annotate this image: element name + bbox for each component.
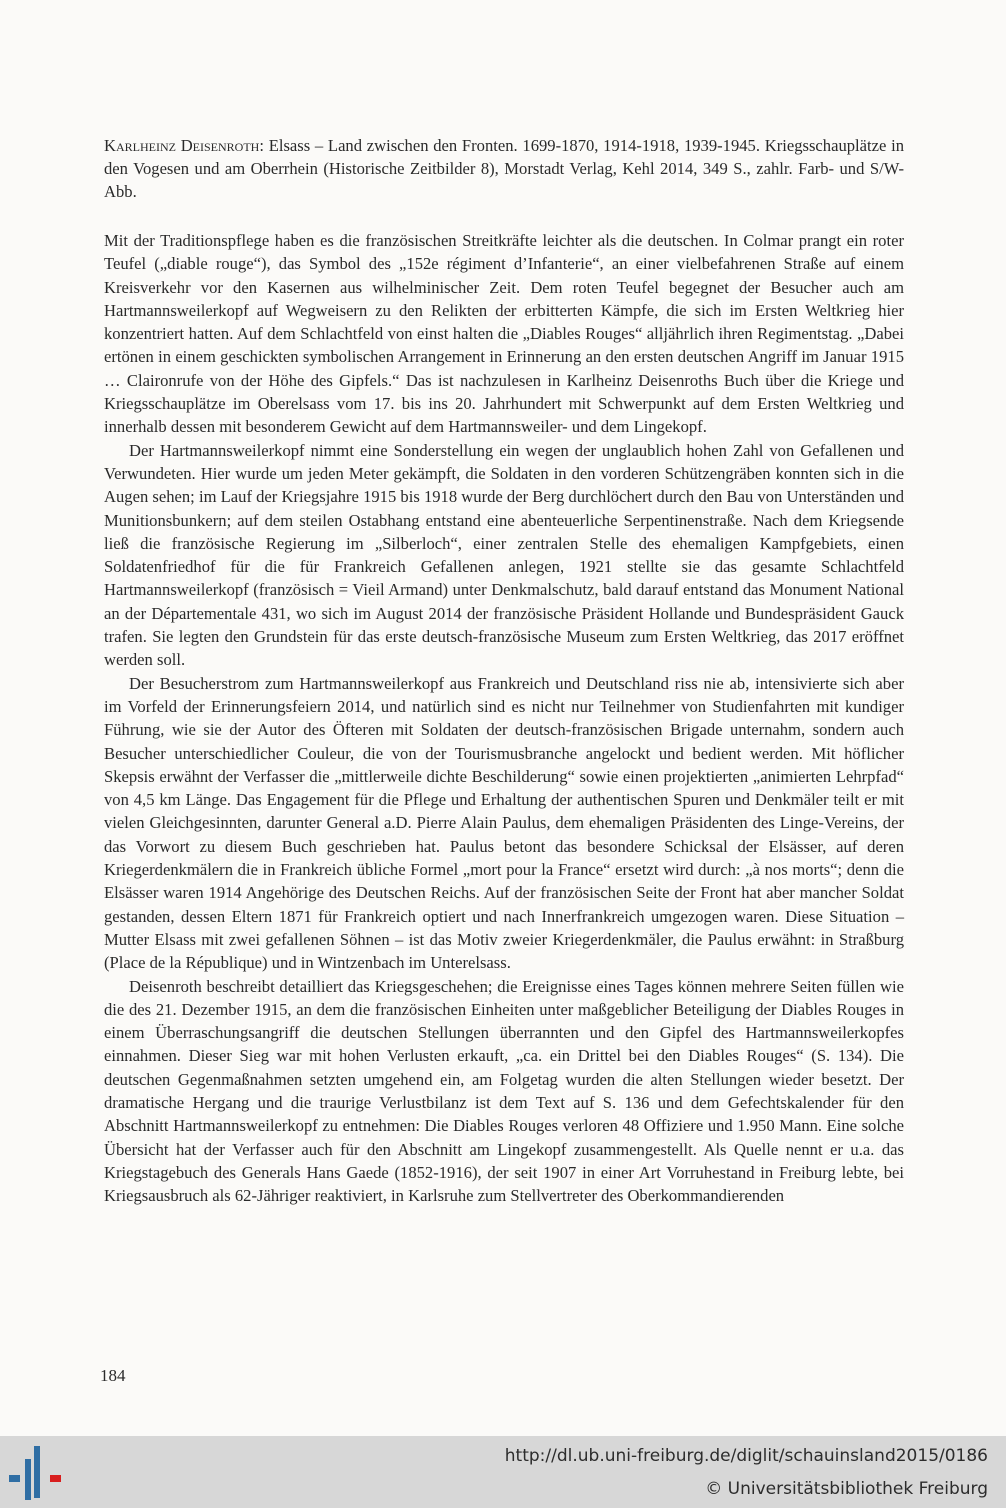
reference-author: Karlheinz Deisenroth bbox=[104, 136, 260, 155]
reference-details: : Elsass – Land zwischen den Fronten. 1699-1870, 1914-1918, 1939-1945. Kriegsschauplätze in den Vogesen und am Oberrhein (Historische Zeitbilder 8), Morstadt Verlag, Kehl 2014, 349 S., zahlr. Farb- und S/W-Abb. bbox=[104, 136, 904, 202]
paragraph-3: Der Besucherstrom zum Hartmannsweilerkopf aus Frankreich und Deutschland riss nie ab, intensivierte sich aber im Vorfeld der Erinnerungsfeiern 2014, und natürlich sind es nicht nur Teilnehmer von Studienfahrten mit kundiger Führung, wie sie der Autor des Öfteren mit Soldaten der deutsch-französischen Brigade unternahm, sondern auch Besucher unterschiedlicher Couleur, die von der Tourismusbranche angelockt und bedient werden. Mit höflicher Skepsis erwähnt der Verfasser die „mittlerweile dichte Beschilderung“ sowie einen projektierten „animierten Lehrpfad“ von 4,5 km Länge. Das Engagement für die Pflege und Erhaltung der authentischen Spuren und Denkmäler teilt er mit vielen Gleichgesinnten, darunter General a.D. Pierre Alain Paulus, dem ehemaligen Präsidenten des Linge-Vereins, der das Vorwort zu diesem Buch geschrieben hat. Paulus betont das besondere Schicksal der Elsässer, auf deren Kriegerdenkmälern die in Frankreich übliche Formel „mort pour la France“ ersetzt wird durch: „à nos morts“; denn die Elsässer waren 1914 Angehörige des Deutschen Reichs. Auf der französischen Seite der Front hat aber mancher Soldat gestanden, dessen Eltern 1871 für Frankreich optiert und nach Innerfrankreich umgezogen waren. Diese Situation – Mutter Elsass mit zwei gefallenen Söhnen – ist das Motiv zweier Kriegerdenkmäler, die Paulus erwähnt: in Straßburg (Place de la République) und in Wintzenbach im Unterelsass. bbox=[104, 673, 904, 973]
footer-url-link[interactable]: http://dl.ub.uni-freiburg.de/diglit/schauinsland2015/0186 bbox=[504, 1446, 988, 1466]
paragraph-4: Deisenroth beschreibt detailliert das Kriegsgeschehen; die Ereignisse eines Tages können mehrere Seiten füllen wie die des 21. Dezember 1915, an dem die französischen Einheiten unter maßgeblicher Beteiligung der Diables Rouges in einem Überraschungsangriff die deutschen Stellungen überrannten und den Gipfel des Hartmannsweilerkopfes einnahmen. Dieser Sieg war mit hohen Verlusten erkauft, „ca. ein Drittel bei den Diables Rouges“ (S. 134). Die deutschen Gegenmaßnahmen setzten umgehend ein, am Folgetag wurden die alten Stellungen wieder besetzt. Der dramatische Hergang und die traurige Verlustbilanz ist dem Text auf S. 136 und dem Gefechtskalender für den Abschnitt Hartmannsweilerkopf zu entnehmen: Die Diables Rouges verloren 48 Offiziere und 1.950 Mann. Eine solche Übersicht hat der Verfasser auch für den Abschnitt am Lingekopf zusammengestellt. Als Quelle nennt er u.a. das Kriegstagebuch des Generals Hans Gaede (1852-1916), der seit 1907 in einer Art Vorruhestand in Freiburg lebte, bei Kriegsausbruch als 62-Jähriger reaktiviert, in Karlsruhe zum Stellvertreter des Oberkommandierenden bbox=[104, 976, 904, 1206]
paragraph-2: Der Hartmannsweilerkopf nimmt eine Sonderstellung ein wegen der unglaublich hohen Zahl von Gefallenen und Verwundeten. Hier wurde um jeden Meter gekämpft, die Soldaten in den vorderen Schützengräben konnten sich in die Augen sehen; im Lauf der Kriegsjahre 1915 bis 1918 wurde der Berg durchlöchert durch den Bau von Unterständen und Munitionsbunkern; auf dem steilen Ostabhang entstand eine abenteuerliche Serpentinenstraße. Nach dem Kriegsende ließ die französische Regierung im „Silberloch“, einer zentralen Stelle des ehemaligen Kampfgebiets, einen Soldatenfriedhof für die für Frankreich Gefallenen anlegen, 1921 stellte sie das gesamte Schlachtfeld Hartmannsweilerkopf (französisch = Vieil Armand) unter Denkmalschutz, bald darauf entstand das Monument National an der Départementale 431, wo sich im August 2014 der französische Präsident Hollande und Bundespräsident Gauck trafen. Sie legten den Grundstein für das erste deutsch-französische Museum zum Ersten Weltkrieg, das 2017 eröffnet werden soll. bbox=[104, 440, 904, 670]
logo-left-bar bbox=[9, 1475, 20, 1482]
logo-right-bar bbox=[50, 1475, 61, 1482]
logo-middle-bar-2 bbox=[34, 1446, 40, 1498]
page-number: 184 bbox=[100, 1366, 126, 1385]
logo-middle-bar-1 bbox=[25, 1459, 31, 1500]
footer-copyright: © Universitätsbibliothek Freiburg bbox=[705, 1479, 988, 1499]
paragraph-1: Mit der Traditionspflege haben es die französischen Streitkräfte leichter als die deutschen. In Colmar prangt ein roter Teufel („diable rouge“), das Symbol des „152e régiment d’Infanterie“, an einer vielbefahrenen Straße auf einem Kreisverkehr vor den Kasernen aus wilhelminischer Zeit. Dem roten Teufel begegnet der Besucher auch am Hartmannsweilerkopf auf Wegweisern zu den Relikten der erbitterten Kämpfe, die sich im Ersten Weltkrieg hier konzentriert hatten. Auf dem Schlachtfeld von einst halten die „Diables Rouges“ alljährlich ihren Regimentstag. „Dabei ertönen in einem geschickten symbolischen Arrangement in Erinnerung an den ersten deutschen Angriff im Januar 1915 … Claironrufe von der Höhe des Gipfels.“ Das ist nachzulesen in Karlheinz Deisenroths Buch über die Kriege und Kriegsschauplätze im Oberelsass vom 17. bis ins 20. Jahrhundert mit Schwerpunkt auf dem Ersten Weltkrieg und innerhalb dessen mit besonderem Gewicht auf dem Hartmannsweiler- und dem Lingekopf. bbox=[104, 231, 904, 437]
ub-freiburg-logo-icon bbox=[8, 1444, 66, 1502]
book-reference bbox=[104, 134, 904, 204]
review-text bbox=[104, 229, 904, 1207]
footer-bar bbox=[0, 1436, 1006, 1508]
